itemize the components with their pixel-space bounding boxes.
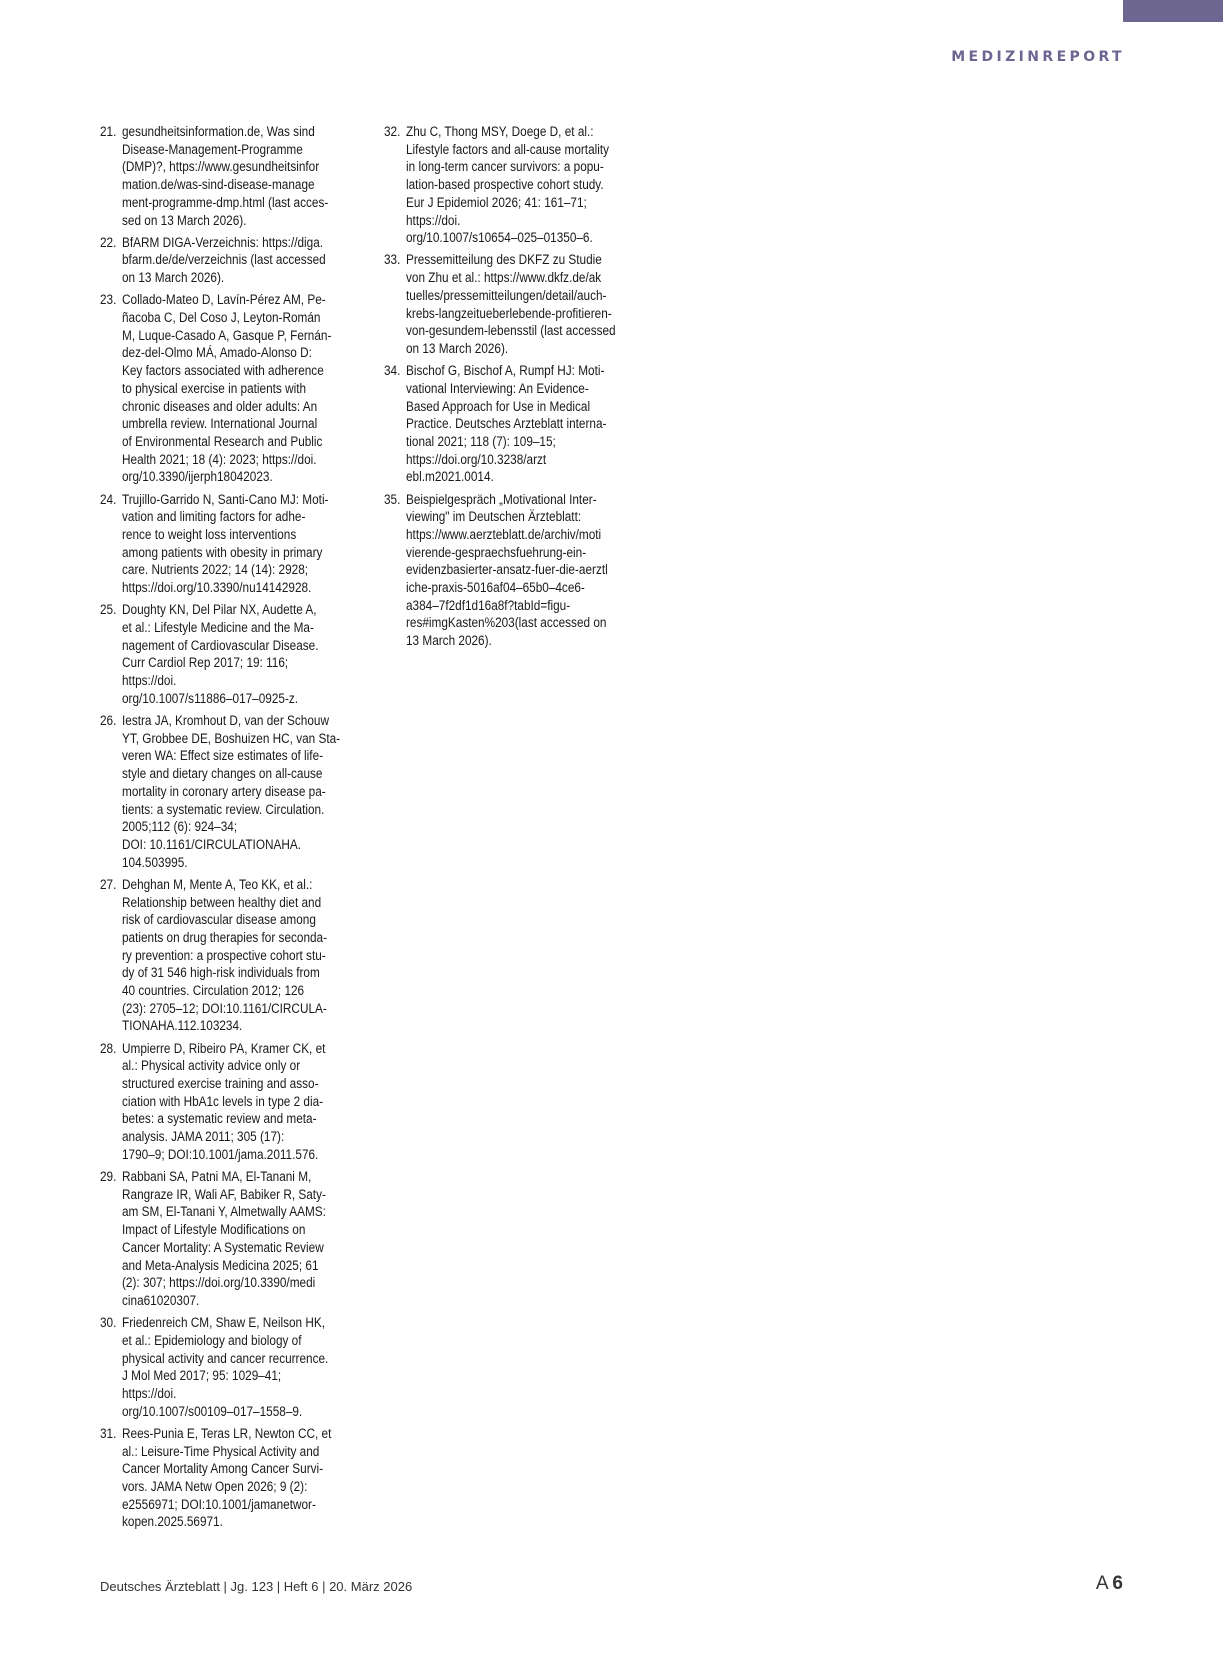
- reference-text-line: https://doi.: [122, 1386, 177, 1402]
- reference-text-line: Collado-Mateo D, Lavín-Pérez AM, Pe-: [122, 292, 326, 308]
- reference-text-line: https://doi.: [122, 673, 177, 689]
- reference-text-line: style and dietary changes on all-cause: [122, 766, 323, 782]
- reference-text-line: Practice. Deutsches Arzteblatt interna-: [406, 416, 607, 432]
- reference-text-line: viewing" im Deutschen Ärzteblatt:: [406, 509, 582, 525]
- reference-item: [100, 1425, 335, 1531]
- reference-item: [100, 291, 335, 486]
- reference-number: 25.: [100, 602, 117, 618]
- reference-text-line: and Meta-Analysis Medicina 2025; 61: [122, 1257, 319, 1273]
- reference-text-line: to physical exercise in patients with: [122, 380, 307, 396]
- reference-number: 22.: [100, 234, 117, 250]
- reference-text-line: Trujillo-Garrido N, Santi-Cano MJ: Moti-: [122, 491, 329, 507]
- reference-text-line: BfARM DIGA-Verzeichnis: https://diga.: [122, 234, 324, 250]
- reference-text-line: 2005;112 (6): 924–34;: [122, 819, 238, 835]
- reference-text-line: mation.de/was-sind-disease-manage: [122, 177, 315, 193]
- reference-text-line: rence to weight loss interventions: [122, 526, 297, 542]
- reference-text-line: org/10.1007/s11886–017–0925-z.: [122, 690, 299, 706]
- footer-page-number: [1096, 1573, 1123, 1595]
- reference-number: 35.: [384, 491, 401, 507]
- reference-text-line: Key factors associated with adherence: [122, 363, 324, 379]
- reference-item: [100, 1040, 335, 1164]
- reference-number: 32.: [384, 124, 401, 139]
- reference-text-line: Curr Cardiol Rep 2017; 19: 116;: [122, 655, 289, 671]
- reference-text-line: Lifestyle factors and all-cause mortality: [406, 141, 610, 157]
- reference-text-line: M, Luque-Casado A, Gasque P, Fernán-: [122, 327, 332, 343]
- reference-text-line: Bischof G, Bischof A, Rumpf HJ: Moti-: [406, 363, 605, 379]
- reference-text-line: 1790–9; DOI:10.1001/jama.2011.576.: [122, 1146, 319, 1162]
- reference-item: [100, 234, 335, 287]
- reference-text-line: Rees-Punia E, Teras LR, Newton CC, et: [122, 1425, 332, 1441]
- reference-text-line: vierende-gespraechsfuehrung-ein-: [406, 544, 587, 560]
- reference-text-line: patients on drug therapies for seconda-: [122, 929, 328, 945]
- reference-text-line: von Zhu et al.: https://www.dkfz.de/ak: [406, 270, 602, 286]
- reference-number: 31.: [100, 1425, 117, 1441]
- reference-text-line: ciation with HbA1c levels in type 2 dia-: [122, 1093, 324, 1109]
- reference-text-line: sed on 13 March 2026).: [122, 212, 247, 228]
- reference-text-line: Impact of Lifestyle Modifications on: [122, 1222, 306, 1238]
- reference-number: 26.: [100, 713, 117, 728]
- reference-number: 23.: [100, 292, 117, 308]
- reference-text-line: Dehghan M, Mente A, Teo KK, et al.:: [122, 876, 313, 892]
- reference-text-line: of Environmental Research and Public: [122, 433, 323, 449]
- reference-text-line: dy of 31 546 high-risk individuals from: [122, 965, 320, 981]
- reference-text-line: vors. JAMA Netw Open 2026; 9 (2):: [122, 1479, 308, 1495]
- reference-text-line: Rangraze IR, Wali AF, Babiker R, Saty-: [122, 1186, 326, 1202]
- reference-text-line: Based Approach for Use in Medical: [406, 398, 591, 414]
- reference-text-line: veren WA: Effect size estimates of life-: [122, 748, 324, 764]
- reference-number: 30.: [100, 1315, 117, 1331]
- reference-text-line: betes: a systematic review and meta-: [122, 1111, 317, 1127]
- reference-text-line: bfarm.de/de/verzeichnis (last accessed: [122, 252, 326, 268]
- reference-text-line: e2556971; DOI:10.1001/jamanetwor-: [122, 1496, 316, 1512]
- reference-text-line: YT, Grobbee DE, Boshuizen HC, van Sta-: [122, 730, 341, 746]
- reference-text-line: Zhu C, Thong MSY, Doege D, et al.:: [406, 124, 594, 139]
- reference-text-line: tuelles/pressemitteilungen/detail/auch-: [406, 287, 607, 303]
- reference-item: [100, 123, 335, 229]
- reference-list-right: [384, 123, 619, 650]
- reference-item: [384, 123, 619, 247]
- reference-item: [100, 601, 335, 707]
- reference-text-line: analysis. JAMA 2011; 305 (17):: [122, 1129, 285, 1145]
- reference-text-line: a384–7f2df1d16a8f?tabId=figu-: [406, 597, 571, 613]
- page-prefix: A: [1095, 1573, 1109, 1594]
- reference-text-line: Beispielgespräch „Motivational Inter-: [406, 491, 597, 507]
- references-column-right: [384, 123, 619, 654]
- reference-text-line: lation-based prospective cohort study.: [406, 177, 604, 193]
- reference-item: [100, 1314, 335, 1420]
- reference-text-line: Relationship between healthy diet and: [122, 894, 322, 910]
- reference-text-line: Cancer Mortality: A Systematic Review: [122, 1239, 324, 1255]
- reference-text-line: org/10.3390/ijerph18042023.: [122, 469, 273, 485]
- reference-text-line: DOI: 10.1161/CIRCULATIONAHA.: [122, 836, 301, 852]
- reference-text-line: https://www.aerzteblatt.de/archiv/moti: [406, 526, 602, 542]
- reference-item: [384, 491, 619, 650]
- reference-text-line: J Mol Med 2017; 95: 1029–41;: [122, 1368, 282, 1384]
- reference-text-line: evidenzbasierter-ansatz-fuer-die-aerztl: [406, 562, 608, 578]
- reference-text-line: tional 2021; 118 (7): 109–15;: [406, 433, 556, 449]
- reference-text-line: al.: Physical activity advice only or: [122, 1058, 301, 1074]
- reference-text-line: nagement of Cardiovascular Disease.: [122, 637, 319, 653]
- reference-text-line: 104.503995.: [122, 854, 188, 870]
- reference-text-line: gesundheitsinformation.de, Was sind: [122, 124, 315, 139]
- reference-text-line: Doughty KN, Del Pilar NX, Audette A,: [122, 602, 317, 618]
- reference-item: [100, 491, 335, 597]
- reference-number: 21.: [100, 124, 117, 139]
- reference-text-line: vation and limiting factors for adhe-: [122, 509, 306, 525]
- reference-text-line: org/10.1007/s00109–017–1558–9.: [122, 1403, 303, 1419]
- reference-text-line: among patients with obesity in primary: [122, 544, 323, 560]
- reference-text-line: on 13 March 2026).: [406, 340, 509, 356]
- reference-text-line: Iestra JA, Kromhout D, van der Schouw: [122, 713, 329, 728]
- reference-text-line: Pressemitteilung des DKFZ zu Studie: [406, 252, 602, 268]
- reference-text-line: Umpierre D, Ribeiro PA, Kramer CK, et: [122, 1040, 326, 1056]
- reference-text-line: tients: a systematic review. Circulation.: [122, 801, 325, 817]
- reference-text-line: care. Nutrients 2022; 14 (14): 2928;: [122, 562, 309, 578]
- reference-text-line: al.: Leisure-Time Physical Activity and: [122, 1443, 320, 1459]
- reference-text-line: von-gesundem-lebensstil (last accessed: [406, 323, 616, 339]
- reference-text-line: et al.: Lifestyle Medicine and the Ma-: [122, 619, 314, 635]
- reference-text-line: mortality in coronary artery disease pa-: [122, 783, 326, 799]
- reference-text-line: in long-term cancer survivors: a popu-: [406, 159, 604, 175]
- reference-text-line: chronic diseases and older adults: An: [122, 398, 318, 414]
- reference-text-line: ment-programme-dmp.html (last acces-: [122, 194, 329, 210]
- reference-number: 33.: [384, 252, 401, 268]
- reference-number: 28.: [100, 1040, 117, 1056]
- footer-journal-info: Deutsches Ärzteblatt | Jg. 123 | Heft 6 | 20. März 2026: [100, 1579, 413, 1594]
- corner-color-bar: [1123, 0, 1223, 22]
- reference-text-line: risk of cardiovascular disease among: [122, 912, 316, 928]
- reference-text-line: am SM, El-Tanani Y, Almetwally AAMS:: [122, 1204, 326, 1220]
- reference-text-line: https://doi.org/10.3238/arzt: [406, 451, 547, 467]
- reference-text-line: 13 March 2026).: [406, 633, 492, 649]
- reference-item: [100, 876, 335, 1035]
- reference-text-line: Rabbani SA, Patni MA, El-Tanani M,: [122, 1169, 312, 1185]
- reference-text-line: umbrella review. International Journal: [122, 416, 318, 432]
- reference-text-line: on 13 March 2026).: [122, 270, 225, 286]
- reference-text-line: Eur J Epidemiol 2026; 41: 161–71;: [406, 194, 587, 210]
- reference-text-line: ry prevention: a prospective cohort stu-: [122, 947, 326, 963]
- reference-number: 29.: [100, 1169, 117, 1185]
- reference-text-line: (2): 307; https://doi.org/10.3390/medi: [122, 1275, 316, 1291]
- reference-item: [100, 712, 341, 871]
- reference-text-line: Friedenreich CM, Shaw E, Neilson HK,: [122, 1315, 326, 1331]
- reference-text-line: Health 2021; 18 (4): 2023; https://doi.: [122, 451, 317, 467]
- reference-text-line: Cancer Mortality Among Cancer Survi-: [122, 1461, 324, 1477]
- section-label: MEDIZINREPORT: [951, 49, 1125, 65]
- reference-number: 27.: [100, 876, 117, 892]
- reference-text-line: physical activity and cancer recurrence.: [122, 1350, 329, 1366]
- reference-text-line: ebl.m2021.0014.: [406, 469, 494, 485]
- reference-text-line: https://doi.org/10.3390/nu14142928.: [122, 580, 312, 596]
- reference-list-left: [100, 123, 341, 1531]
- reference-text-line: dez-del-Olmo MÁ, Amado-Alonso D:: [122, 345, 312, 361]
- reference-item: [384, 362, 619, 486]
- reference-text-line: Disease-Management-Programme: [122, 141, 303, 157]
- reference-text-line: res#imgKasten%203(last accessed on: [406, 615, 607, 631]
- reference-text-line: krebs-langzeitueberlebende-profitieren-: [406, 305, 612, 321]
- reference-item: [384, 251, 619, 357]
- reference-text-line: (23): 2705–12; DOI:10.1161/CIRCULA-: [122, 1000, 327, 1016]
- reference-text-line: TIONAHA.112.103234.: [122, 1018, 243, 1034]
- reference-text-line: kopen.2025.56971.: [122, 1514, 223, 1530]
- reference-text-line: (DMP)?, https://www.gesundheitsinfor: [122, 159, 320, 175]
- reference-text-line: 40 countries. Circulation 2012; 126: [122, 983, 305, 999]
- reference-text-line: iche-praxis-5016af04–65b0–4ce6-: [406, 580, 585, 596]
- reference-number: 34.: [384, 363, 401, 379]
- reference-text-line: https://doi.: [406, 212, 461, 228]
- references-column-left: [100, 123, 341, 1536]
- reference-text-line: cina61020307.: [122, 1293, 200, 1308]
- reference-text-line: vational Interviewing: An Evidence-: [406, 380, 589, 396]
- reference-text-line: et al.: Epidemiology and biology of: [122, 1332, 302, 1348]
- reference-item: [100, 1168, 335, 1310]
- reference-text-line: structured exercise training and asso-: [122, 1076, 319, 1092]
- reference-text-line: org/10.1007/s10654–025–01350–6.: [406, 230, 593, 246]
- reference-number: 24.: [100, 491, 117, 507]
- reference-text-line: ñacoba C, Del Coso J, Leyton-Román: [122, 310, 321, 326]
- page-number: 6: [1112, 1573, 1123, 1594]
